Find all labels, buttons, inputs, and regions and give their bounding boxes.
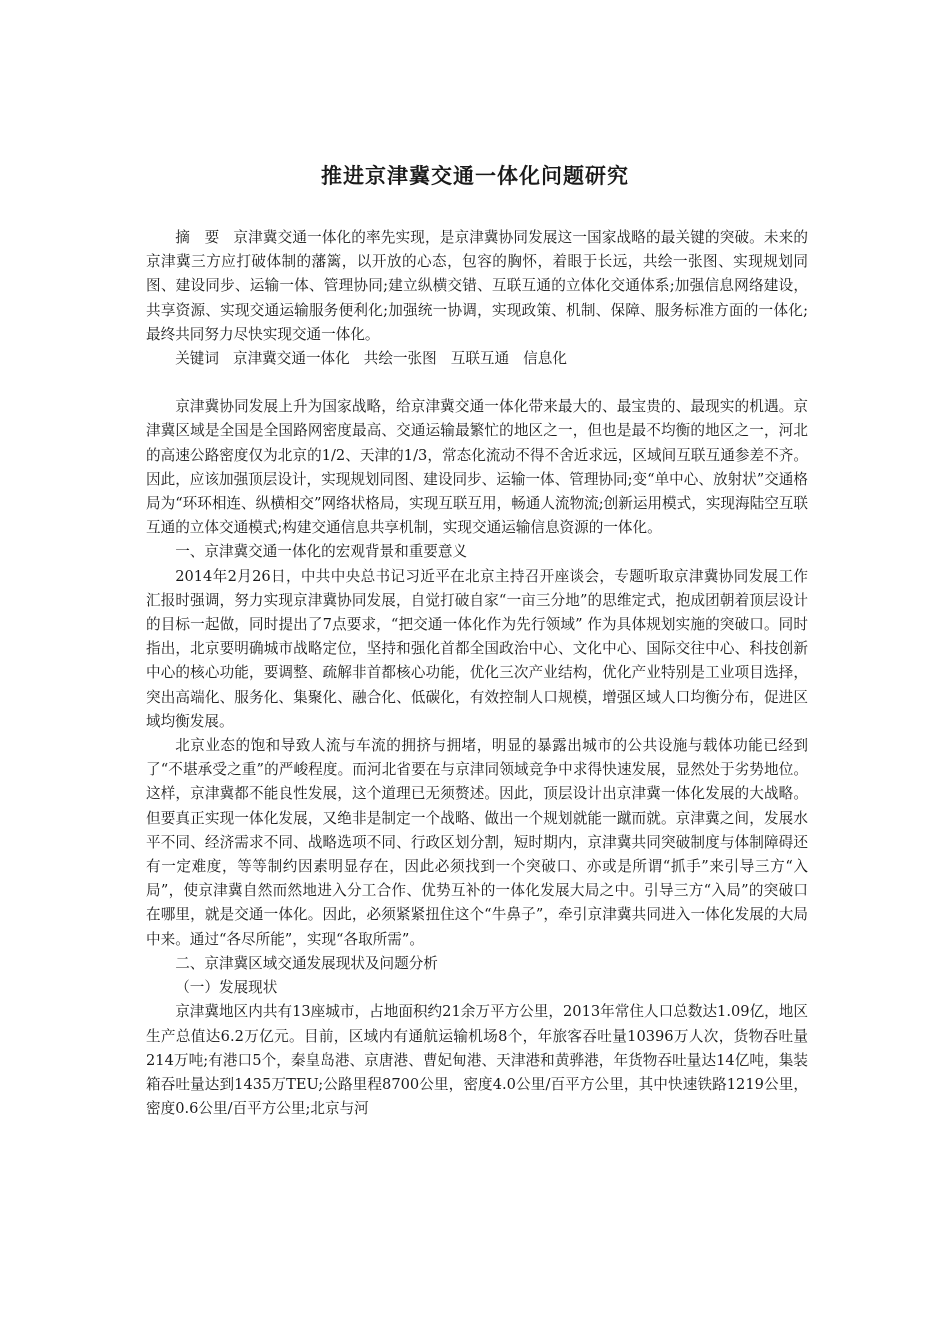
document-body (146, 226, 808, 1121)
keywords-label: 关键词 (175, 350, 219, 368)
section-heading-2: 二、京津冀区域交通发展现状及问题分析 (175, 954, 438, 972)
keyword: 信息化 (523, 350, 567, 368)
document-title: 推进京津冀交通一体化问题研究 (321, 164, 629, 188)
keyword: 京津冀交通一体化 (232, 350, 350, 368)
abstract-text: 京津冀交通一体化的率先实现，是京津冀协同发展这一国家战略的最关键的突破。未来的京津冀三方应打破体制的藩篱，以开放的心态，包容的胸怀，着眼于长远，共绘一张图、实现规划同图、建设同步、运输一体、管理协同;建立纵横交错、互联互通的立体化交通体系;加强信息网络建设，共享资源、实现交通运输服务便利化;加强统一协调，实现政策、机制、保障、服务标准方面的一体化;最终共同努力尽快实现交通一体化。 (146, 229, 808, 343)
section-heading-1: 一、京津冀交通一体化的宏观背景和重要意义 (175, 543, 468, 561)
body-paragraph: 京津冀地区内共有13座城市，占地面积约21余万平方公里，2013年常住人口总数达1.09亿，地区生产总值达6.2万亿元。目前，区域内有通航运输机场8个，年旅客吞吐量10396万人次，货物吞吐量214万吨;有港口5个，秦皇岛港、京唐港、曹妃甸港、天津港和黄骅港，年货物吞吐量达14亿吨，集装箱吞吐量达到1435万TEU;公路里程8700公里，密度4.0公里/百平方公里，其中快速铁路1219公里，密度0.6公里/百平方公里;北京与河 (146, 1003, 808, 1118)
abstract-label: 摘 要 (175, 229, 220, 246)
intro-paragraph: 京津冀协同发展上升为国家战略，给京津冀交通一体化带来最大的、最宝贵的、最现实的机遇。京津冀区域是全国是全国路网密度最高、交通运输最繁忙的地区之一，但也是最不均衡的地区之一，河北的高速公路密度仅为北京的1/2、天津的1/3，常态化流动不得不舍近求远，区域间互联互通参差不齐。因此，应该加强顶层设计，实现规划同图、建设同步、运输一体、管理协同;变“单中心、放射状”交通格局为“环环相连、纵横相交”网络状格局，实现互联互用，畅通人流物流;创新运用模式，实现海陆空互联互通的立体交通模式;构建交通信息共享机制，实现交通运输信息资源的一体化。 (146, 398, 808, 537)
abstract-paragraph (146, 226, 808, 347)
keywords-paragraph (146, 347, 808, 371)
subsection-heading: （一）发展现状 (175, 979, 278, 997)
body-paragraph: 北京业态的饱和导致人流与车流的拥挤与拥堵，明显的暴露出城市的公共设施与载体功能已经到了“不堪承受之重”的严峻程度。而河北省要在与京津同领域竞争中求得快速发展，显然处于劣势地位。这样，京津冀都不能良性发展，这个道理已无须赘述。因此，顶层设计出京津冀一体化发展的大战略。但要真正实现一体化发展，又绝非是制定一个战略、做出一个规划就能一蹴而就。京津冀之间，发展水平不同、经济需求不同、战略选项不同、行政区划分割，短时期内，京津冀共同突破制度与体制障碍还有一定难度，等等制约因素明显存在，因此必须找到一个突破口、亦或是所谓“抓手”来引导三方“入局”，使京津冀自然而然地进入分工合作、优势互补的一体化发展大局之中。引导三方“入局”的突破口在哪里，就是交通一体化。因此，必须紧紧扭住这个“牛鼻子”，牵引京津冀共同进入一体化发展的大局中来。通过“各尽所能”，实现“各取所需”。 (146, 737, 808, 948)
body-paragraph: 2014年2月26日，中共中央总书记习近平在北京主持召开座谈会，专题听取京津冀协同发展工作汇报时强调，努力实现京津冀协同发展，自觉打破自家“一亩三分地”的思维定式，抱成团朝着顶层设计的目标一起做，同时提出了7点要求，“把交通一体化作为先行领域” 作为具体规划实施的突破口。同时指出，北京要明确城市战略定位，坚持和强化首都全国政治中心、文化中心、国际交往中心、科技创新中心的核心功能，要调整、疏解非首都核心功能，优化三次产业结构，优化产业特别是工业项目选择，突出高端化、服务化、集聚化、融合化、低碳化，有效控制人口规模，增强区域人口均衡分布，促进区域均衡发展。 (146, 567, 808, 730)
keyword: 共绘一张图 (363, 350, 437, 368)
keyword: 互联互通 (450, 350, 510, 368)
